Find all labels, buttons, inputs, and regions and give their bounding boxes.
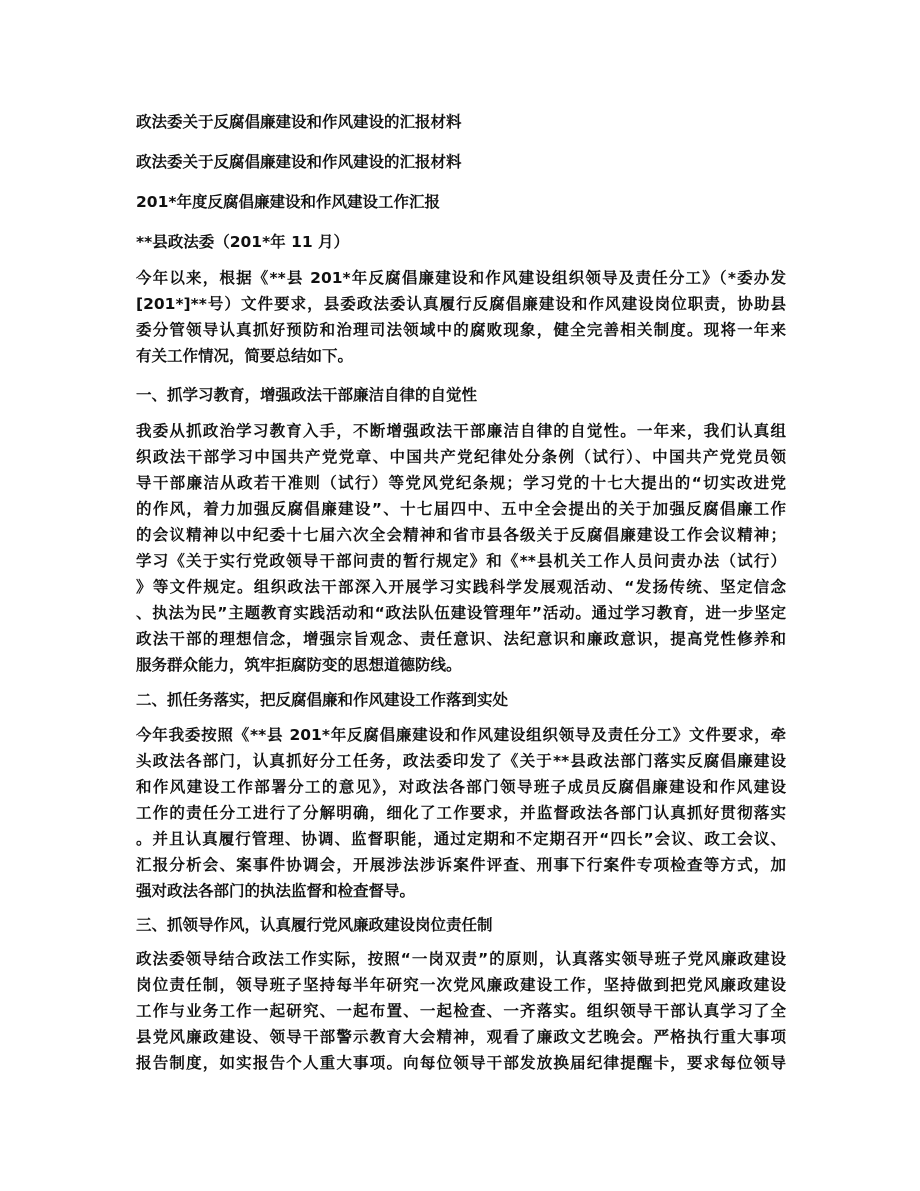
paragraph-line: 报告制度，如实报告个人重大事项。向每位领导干部发放换届纪律提醒卡，要求每位领导 xyxy=(136,1054,786,1072)
paragraph-line: 学习《关于实行党政领导干部问责的暂行规定》和《**县机关工作人员问责办法（试行） xyxy=(136,552,786,570)
section-3-paragraph xyxy=(136,946,786,1076)
document-title: 政法委关于反腐倡廉建设和作风建设的汇报材料 xyxy=(136,113,462,131)
paragraph-line: 今年我委按照《**县 201*年反腐倡廉建设和作风建设组织领导及责任分工》文件要求，牵 xyxy=(136,726,786,744)
author-line: **县政法委（201*年 11 月） xyxy=(136,233,350,251)
paragraph-line: 服务群众能力，筑牢拒腐防变的思想道德防线。 xyxy=(136,656,462,674)
document-title-repeat: 政法委关于反腐倡廉建设和作风建设的汇报材料 xyxy=(136,153,462,171)
paragraph-line: 工作与业务工作一起研究、一起布置、一起检查、一齐落实。组织领导干部认真学习了全 xyxy=(136,1002,786,1020)
intro-line: 今年以来，根据《**县 201*年反腐倡廉建设和作风建设组织领导及责任分工》（*委办发 xyxy=(136,269,786,287)
section-1-heading: 一、抓学习教育，增强政法干部廉洁自律的自觉性 xyxy=(136,386,478,404)
paragraph-line: 县党风廉政建设、领导干部警示教育大会精神，观看了廉政文艺晚会。严格执行重大事项 xyxy=(136,1028,786,1046)
section-2-paragraph xyxy=(136,722,786,904)
paragraph-line: 和作风建设工作部署分工的意见》，对政法各部门领导班子成员反腐倡廉建设和作风建设 xyxy=(136,778,786,796)
paragraph-line: 的会议精神以中纪委十七届六次全会精神和省市县各级关于反腐倡廉建设工作会议精神； xyxy=(136,526,786,544)
section-2-heading: 二、抓任务落实，把反腐倡廉和作风建设工作落到实处 xyxy=(136,691,509,709)
paragraph-line: 织政法干部学习中国共产党党章、中国共产党纪律处分条例（试行）、中国共产党党员领 xyxy=(136,448,786,466)
paragraph-line: 强对政法各部门的执法监督和检查督导。 xyxy=(136,882,416,900)
intro-paragraph xyxy=(136,265,786,369)
paragraph-line: 头政法各部门，认真抓好分工任务，政法委印发了《关于**县政法部门落实反腐倡廉建设 xyxy=(136,752,786,770)
paragraph-line: 的作风，着力加强反腐倡廉建设”、十七届四中、五中全会提出的关于加强反腐倡廉工作 xyxy=(136,500,786,518)
intro-line: 有关工作情况，简要总结如下。 xyxy=(136,347,354,365)
intro-line: [201*]**号）文件要求，县委政法委认真履行反腐倡廉建设和作风建设岗位职责，协助县 xyxy=(136,295,786,313)
paragraph-line: 导干部廉洁从政若干准则（试行）等党风党纪条规；学习党的十七大提出的“切实改进党 xyxy=(136,474,786,492)
section-1-paragraph xyxy=(136,418,786,678)
paragraph-line: 工作的责任分工进行了分解明确，细化了工作要求，并监督政法各部门认真抓好贯彻落实 xyxy=(136,804,786,822)
paragraph-line: 政法干部的理想信念，增强宗旨观念、责任意识、法纪意识和廉政意识，提高党性修养和 xyxy=(136,630,786,648)
paragraph-line: 汇报分析会、案事件协调会，开展涉法涉诉案件评查、刑事下行案件专项检查等方式，加 xyxy=(136,856,786,874)
section-3-heading: 三、抓领导作风，认真履行党风廉政建设岗位责任制 xyxy=(136,916,493,934)
paragraph-line: 、执法为民”主题教育实践活动和“政法队伍建设管理年”活动。通过学习教育，进一步坚定 xyxy=(136,604,786,622)
paragraph-line: 岗位责任制，领导班子坚持每半年研究一次党风廉政建设工作，坚持做到把党风廉政建设 xyxy=(136,976,786,994)
paragraph-line: 政法委领导结合政法工作实际，按照“一岗双责”的原则，认真落实领导班子党风廉政建设 xyxy=(136,950,786,968)
paragraph-line: 》等文件规定。组织政法干部深入开展学习实践科学发展观活动、“发扬传统、坚定信念 xyxy=(136,578,786,596)
paragraph-line: 我委从抓政治学习教育入手，不断增强政法干部廉洁自律的自觉性。一年来，我们认真组 xyxy=(136,422,786,440)
intro-line: 委分管领导认真抓好预防和治理司法领域中的腐败现象，健全完善相关制度。现将一年来 xyxy=(136,321,786,339)
report-title: 201*年度反腐倡廉建设和作风建设工作汇报 xyxy=(136,193,440,211)
paragraph-line: 。并且认真履行管理、协调、监督职能，通过定期和不定期召开“四长”会议、政工会议、 xyxy=(136,830,786,848)
